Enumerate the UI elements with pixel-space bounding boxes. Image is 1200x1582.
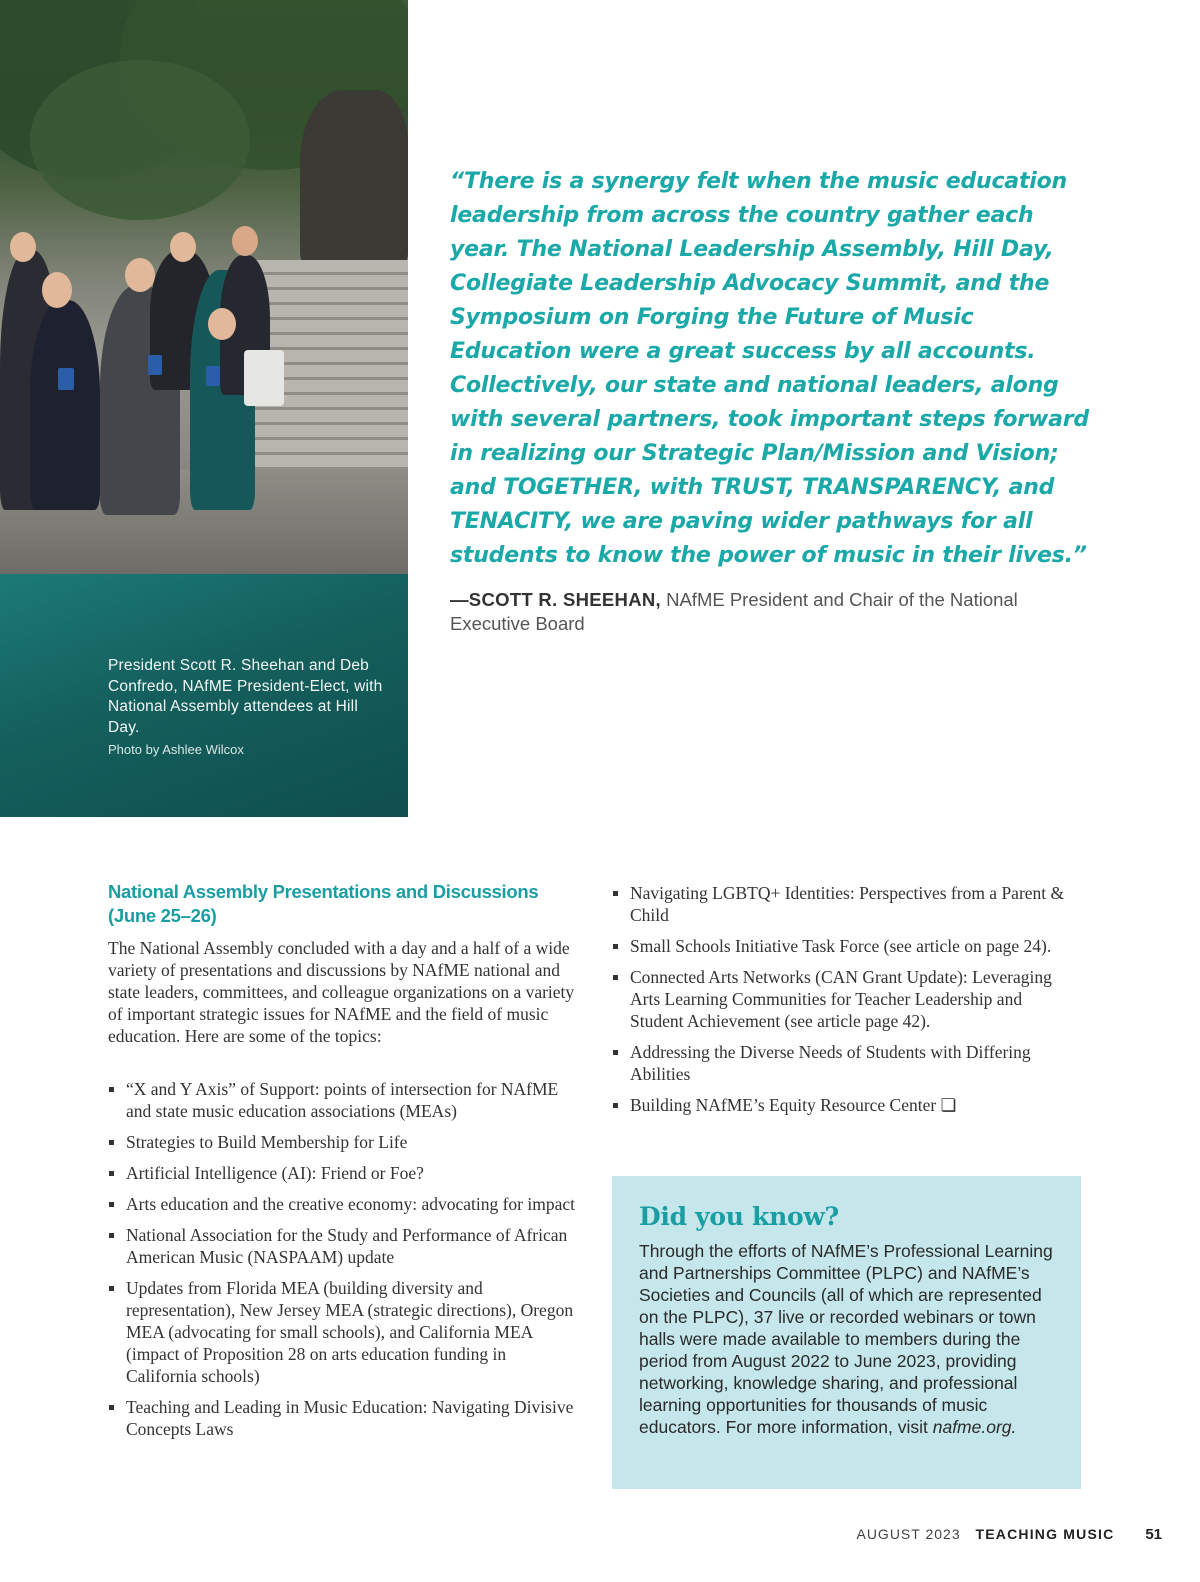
page-footer bbox=[856, 1526, 1162, 1543]
did-you-know-title: Did you know? bbox=[639, 1202, 839, 1231]
list-item: Addressing the Diverse Needs of Students with Differing Abilities bbox=[612, 1041, 1074, 1085]
photo-credit: Photo by Ashlee Wilcox bbox=[108, 742, 244, 757]
issue-date: AUGUST 2023 bbox=[856, 1526, 961, 1542]
page-number: 51 bbox=[1145, 1526, 1162, 1543]
list-item: Strategies to Build Membership for Life bbox=[108, 1131, 580, 1153]
did-you-know-box bbox=[612, 1176, 1081, 1489]
hill-day-photo bbox=[0, 0, 408, 574]
statue bbox=[300, 90, 408, 270]
attribution-name: —SCOTT R. SHEEHAN, bbox=[450, 589, 661, 610]
list-item: Small Schools Initiative Task Force (see article on page 24). bbox=[612, 935, 1074, 957]
list-item: “X and Y Axis” of Support: points of intersection for NAfME and state music education associations (MEAs) bbox=[108, 1078, 580, 1122]
list-item: Navigating LGBTQ+ Identities: Perspectives from a Parent & Child bbox=[612, 882, 1074, 926]
quote-attribution bbox=[450, 588, 1070, 636]
list-item: National Association for the Study and Performance of African American Music (NASPAAM) update bbox=[108, 1224, 580, 1268]
list-item: Teaching and Leading in Music Education: Navigating Divisive Concepts Laws bbox=[108, 1396, 580, 1440]
topics-list-right bbox=[612, 882, 1074, 1125]
attribution-role: NAfME President and Chair of the National Executive Board bbox=[450, 589, 1018, 634]
did-you-know-body: Through the efforts of NAfME’s Professional Learning and Partnerships Committee (PLPC) and NAfME’s Societies and Councils (all of which are represented on the PLPC), 37 live or recorded webinars or town halls were made available to members during the period from August 2022 to June 2023, providing networking, knowledge sharing, and professional learning opportunities for thousands of music educators. For more information, visit bbox=[639, 1241, 1053, 1437]
topics-list-left bbox=[108, 1078, 580, 1449]
magazine-name: TEACHING MUSIC bbox=[975, 1526, 1115, 1542]
photo-caption: President Scott R. Sheehan and Deb Confredo, NAfME President-Elect, with National Assembly attendees at Hill Day. bbox=[108, 657, 383, 736]
list-item: Connected Arts Networks (CAN Grant Update): Leveraging Arts Learning Communities for Teacher Leadership and Student Achievement (see article page 42). bbox=[612, 966, 1074, 1032]
list-item: Artificial Intelligence (AI): Friend or Foe? bbox=[108, 1162, 580, 1184]
photo-caption-panel bbox=[0, 574, 408, 817]
nafme-link[interactable]: nafme.org. bbox=[932, 1417, 1017, 1437]
pull-quote: “There is a synergy felt when the music education leadership from across the country gather each year. The National Leadership Assembly, Hill Day, Collegiate Leadership Advocacy Summit, and the Symposium on Forging the Future of Music Education were a great success by all accounts. Collectively, our state and national leaders, along with several partners, took important steps forward in realizing our Strategic Plan/Mission and Vision; and TOGETHER, with TRUST, TRANSPARENCY, and TENACITY, we are paving wider pathways for all students to know the power of music in their lives.” bbox=[450, 169, 1089, 568]
section-intro: The National Assembly concluded with a day and a half of a wide variety of presentations and discussions by NAfME national and state leaders, committees, and colleague organizations on a variety of important strategic issues for NAfME and the field of music education. Here are some of the topics: bbox=[108, 938, 575, 1046]
list-item: Building NAfME’s Equity Resource Center ❏ bbox=[612, 1094, 1074, 1116]
list-item: Arts education and the creative economy: advocating for impact bbox=[108, 1193, 580, 1215]
did-you-know-text bbox=[639, 1240, 1064, 1438]
list-item: Updates from Florida MEA (building diversity and representation), New Jersey MEA (strategic directions), Oregon MEA (advocating for small schools), and California MEA (impact of Proposition 28 on arts education funding in California schools) bbox=[108, 1277, 580, 1387]
section-heading: National Assembly Presentations and Discussions (June 25–26) bbox=[108, 881, 539, 926]
